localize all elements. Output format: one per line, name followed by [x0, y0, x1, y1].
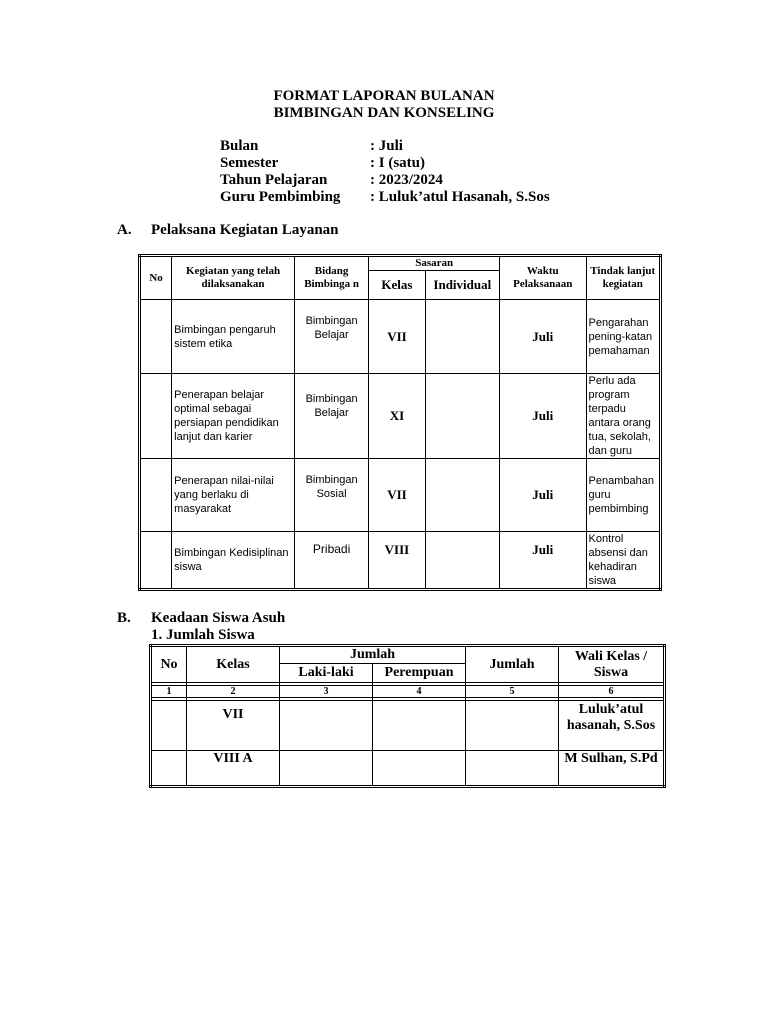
number-row — [151, 686, 665, 698]
jumlah-siswa-table — [149, 644, 666, 788]
cell-jumlah — [466, 751, 559, 787]
header-laki: Laki-laki — [280, 664, 373, 683]
col-number: 2 — [187, 686, 280, 698]
cell-laki — [280, 701, 373, 751]
header-tindak: Tindak lanjut kegiatan — [586, 256, 660, 300]
cell-kegiatan: Bimbingan Kedisiplinan siswa — [172, 532, 295, 590]
header-individual: Individual — [425, 271, 499, 300]
cell-kelas: VIII — [369, 532, 425, 590]
header-perempuan: Perempuan — [373, 664, 466, 683]
cell-waktu: Juli — [500, 532, 586, 590]
header-jumlah: Jumlah — [466, 646, 559, 683]
header-no: No — [140, 256, 172, 300]
header-bidang: Bidang Bimbinga n — [294, 256, 368, 300]
cell-waktu: Juli — [500, 459, 586, 532]
header-sasaran: Sasaran — [369, 256, 500, 271]
cell-no — [140, 300, 172, 374]
info-label-semester: Semester — [220, 155, 279, 171]
section-b-letter: B. — [117, 610, 131, 626]
cell-individual — [425, 300, 499, 374]
info-label-tahun: Tahun Pelajaran — [220, 172, 328, 188]
cell-bidang: Bimbingan Belajar — [294, 300, 368, 374]
header-no: No — [151, 646, 187, 683]
cell-wali: Luluk’atul hasanah, S.Sos — [559, 701, 665, 751]
cell-kelas: XI — [369, 374, 425, 459]
cell-tindak: Pengarahan pening-katan pemahaman — [586, 300, 660, 374]
table-row — [151, 701, 665, 751]
section-a-title: Pelaksana Kegiatan Layanan — [151, 222, 339, 238]
table-row — [151, 751, 665, 787]
cell-individual — [425, 532, 499, 590]
cell-no — [140, 459, 172, 532]
section-b-subtitle: 1. Jumlah Siswa — [151, 627, 255, 643]
cell-no — [140, 532, 172, 590]
cell-wali: M Sulhan, S.Pd — [559, 751, 665, 787]
table-row — [140, 459, 661, 532]
info-label-guru: Guru Pembimbing — [220, 189, 341, 205]
header-waktu: Waktu Pelaksanaan — [500, 256, 586, 300]
cell-tindak: Perlu ada program terpadu antara orang tua, sekolah, dan guru — [586, 374, 660, 459]
cell-waktu: Juli — [500, 300, 586, 374]
document-title-line1: FORMAT LAPORAN BULANAN — [273, 88, 495, 104]
info-value-tahun: : 2023/2024 — [370, 172, 443, 188]
cell-bidang: Pribadi — [294, 532, 368, 590]
cell-kelas: VII — [187, 701, 280, 751]
header-kegiatan: Kegiatan yang telah dilaksanakan — [172, 256, 295, 300]
cell-tindak: Penambahan guru pembimbing — [586, 459, 660, 532]
cell-kegiatan: Penerapan belajar optimal sebagai persiapan pendidikan lanjut dan karier — [172, 374, 295, 459]
cell-jumlah — [466, 701, 559, 751]
col-number: 4 — [373, 686, 466, 698]
cell-kelas: VII — [369, 459, 425, 532]
cell-perempuan — [373, 751, 466, 787]
cell-no — [151, 751, 187, 787]
cell-waktu: Juli — [500, 374, 586, 459]
table-row — [140, 374, 661, 459]
header-wali: Wali Kelas / Siswa — [559, 646, 665, 683]
col-number: 6 — [559, 686, 665, 698]
info-value-guru: : Luluk’atul Hasanah, S.Sos — [370, 189, 550, 205]
cell-bidang: Bimbingan Sosial — [294, 459, 368, 532]
document-title-line2: BIMBINGAN DAN KONSELING — [273, 105, 495, 121]
cell-individual — [425, 374, 499, 459]
col-number: 3 — [280, 686, 373, 698]
header-kelas: Kelas — [187, 646, 280, 683]
info-value-bulan: : Juli — [370, 138, 403, 154]
cell-kelas: VII — [369, 300, 425, 374]
header-jumlah-group: Jumlah — [280, 646, 466, 664]
cell-kegiatan: Penerapan nilai-nilai yang berlaku di masyarakat — [172, 459, 295, 532]
cell-no — [151, 701, 187, 751]
section-b-title: Keadaan Siswa Asuh — [151, 610, 286, 626]
info-value-semester: : I (satu) — [370, 155, 425, 171]
table-row — [140, 532, 661, 590]
col-number: 5 — [466, 686, 559, 698]
cell-individual — [425, 459, 499, 532]
kegiatan-table — [138, 254, 662, 591]
section-a-letter: A. — [117, 222, 132, 238]
cell-no — [140, 374, 172, 459]
cell-perempuan — [373, 701, 466, 751]
cell-kelas: VIII A — [187, 751, 280, 787]
col-number: 1 — [151, 686, 187, 698]
cell-bidang: Bimbingan Belajar — [294, 374, 368, 459]
cell-laki — [280, 751, 373, 787]
cell-kegiatan: Bimbingan pengaruh sistem etika — [172, 300, 295, 374]
header-kelas: Kelas — [369, 271, 425, 300]
table-row — [140, 300, 661, 374]
cell-tindak: Kontrol absensi dan kehadiran siswa — [586, 532, 660, 590]
info-label-bulan: Bulan — [220, 138, 259, 154]
